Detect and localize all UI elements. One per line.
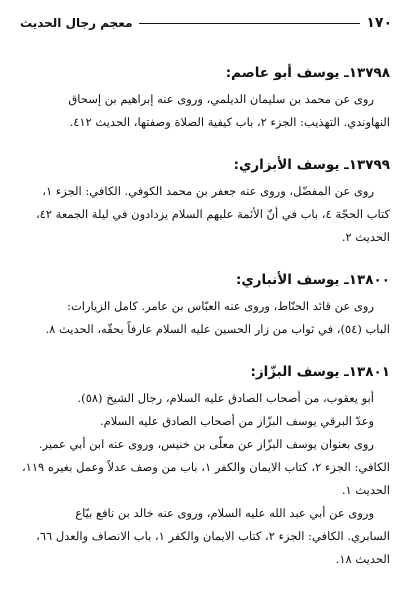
entry-heading: ١٣٨٠٠ـ يوسف الأنباري:	[236, 272, 390, 288]
page-number: ١٧٠	[366, 15, 392, 31]
page-header	[20, 12, 392, 34]
entry-line: الحديث ١.	[341, 483, 390, 497]
entry-13801	[20, 361, 390, 571]
entry-line: الحديث ١٨.	[335, 552, 390, 566]
entry-line: النهاوندي. التهذيب: الجزء ٢، باب كيفية الصلاة وصفتها، الحديث ٤١٢.	[69, 115, 390, 129]
entry-line: وعدّ البرقي يوسف البزّاز من أصحاب الصادق عليه السلام.	[100, 414, 374, 428]
book-title: معجم رجال الحديث	[20, 16, 133, 30]
header-rule	[139, 23, 361, 24]
entry-line: روى عن قائد الحنّاط، وروى عنه العبّاس بن عامر. كامل الزيارات:	[67, 299, 374, 313]
entry-heading: ١٣٧٩٨ـ يوسف أبو عاصم:	[225, 65, 390, 81]
entry-13798	[20, 62, 390, 134]
entry-line: الكافي: الجزء ٢، كتاب الايمان والكفر ١، باب من وصف عدلاً وعمل بغيره ١١٩،	[21, 460, 390, 474]
entry-13800	[20, 269, 390, 341]
entry-heading: ١٣٧٩٩ـ يوسف الأبزاري:	[233, 157, 390, 173]
entry-line: كتاب الحجّة ٤، باب في أنّ الأئمة عليهم السلام يزدادون في ليلة الجمعة ٤٢،	[35, 207, 390, 221]
entry-13799	[20, 154, 390, 249]
entry-line: أبو يعقوب، من أصحاب الصادق عليه السلام، رجال الشيخ (٥٨).	[77, 391, 374, 405]
entry-line: السابري. الكافي: الجزء ٢، كتاب الايمان والكفر ١، باب الانصاف والعدل ٦٦،	[36, 529, 390, 543]
entry-line: روى عن محمد بن سليمان الديلمي، وروى عنه إبراهيم بن إسحاق	[68, 92, 374, 106]
entry-line: روى عن المفضّل، وروى عنه جعفر بن محمد الكوفي. الكافي: الجزء ١،	[42, 184, 374, 198]
entry-line: الحديث ٢.	[341, 230, 390, 244]
entry-heading: ١٣٨٠١ـ يوسف البزّاز:	[250, 364, 390, 380]
entry-line: روى بعنوان يوسف البزّاز عن معلّى بن خنيس، وروى عنه ابن أبي عمير.	[38, 437, 374, 451]
entry-line: وروى عن أبي عبد الله عليه السلام، وروى عنه خالد بن نافع بيّاع	[75, 506, 374, 520]
entry-line: الباب (٥٤)، في ثواب من زار الحسين عليه السلام عارفاً بحقّه، الحديث ٨.	[45, 322, 390, 336]
page-content	[20, 62, 390, 591]
